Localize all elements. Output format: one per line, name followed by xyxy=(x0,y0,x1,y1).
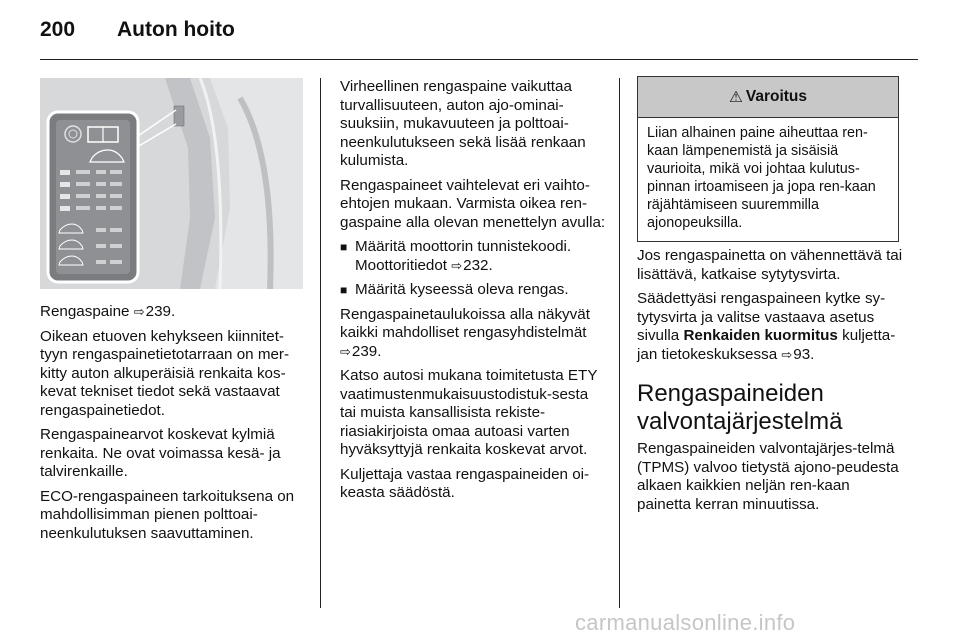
page-ref-link[interactable]: 239. xyxy=(145,303,176,320)
page-ref-link[interactable]: 239. xyxy=(351,342,382,360)
right-column xyxy=(637,247,903,520)
column-divider-left xyxy=(320,78,321,608)
paragraph-incorrect-pressure: Virheellinen rengaspaine vaikuttaa turvallisuuteen, auton ajo-ominai-suuksiin, mukavuuteen ja polttoai-neenkulutukseen sekä lisää renkaan kulumista. xyxy=(340,78,586,169)
middle-column xyxy=(340,78,606,509)
list-item xyxy=(340,281,606,300)
list-item xyxy=(340,238,606,275)
paragraph-tpms-description: Rengaspaineiden valvontajärjes-telmä (TPMS) valvoo tietystä ajono-peudesta alkaen kaikkien neljän ren-kaan painetta kerran minuutissa. xyxy=(637,440,899,513)
page-ref-arrow-icon[interactable]: ⇨ xyxy=(340,343,351,359)
bullet-square-icon: ■ xyxy=(340,283,348,297)
section-heading-tpms: Rengaspaineiden valvontajärjestelmä xyxy=(637,380,843,435)
column-divider-right xyxy=(619,78,620,608)
warning-title: Varoitus xyxy=(745,88,808,105)
left-column xyxy=(40,303,308,549)
page-ref-link[interactable]: 93. xyxy=(793,345,815,363)
paragraph-text: Säädettyäsi rengaspaineen kytke sy-tytysvirta ja valitse vastaava asetus sivulla xyxy=(637,290,886,344)
page-ref-link[interactable]: 232. xyxy=(463,256,493,274)
tire-pressure-label-figure xyxy=(40,78,303,289)
bullet-square-icon: ■ xyxy=(340,240,348,254)
paragraph-ignition-off: Jos rengaspainetta on vähennettävä tai lisättävä, katkaise sytytysvirta. xyxy=(637,247,903,283)
warning-header xyxy=(638,77,898,118)
paragraph-tire-load-setting xyxy=(637,290,903,364)
paragraph-label-location: Oikean etuoven kehykseen kiinnitet-tyyn rengaspainetietotarraan on mer-kitty auton alkuperäisiä renkaita kos-kevat tekniset tiedot sekä vastaavat rengaspainetiedot. xyxy=(40,327,290,419)
warning-box xyxy=(637,76,899,242)
watermark-text: carmanualsonline.info xyxy=(575,610,796,635)
warning-triangle-icon: ⚠ xyxy=(728,88,743,106)
paragraph-coc-document: Katso autosi mukana toimitetusta ETY vaatimustenmukaisuustodistuk-sesta tai muista kansallisista rekiste-riasiakirjoista omaa autoasi varten hyväksyttyjä renkaita koskevat arvot. xyxy=(340,367,598,458)
bullet-text: Määritä kyseessä oleva rengas. xyxy=(355,281,569,298)
page-title: Auton hoito xyxy=(117,18,235,41)
paragraph-cold-tires: Rengaspainearvot koskevat kylmiä renkaita. Ne ovat voimassa kesä- ja talvirenkaille. xyxy=(40,426,281,480)
paragraph-text: Rengaspainetaulukoissa alla näkyvät kaikki mahdolliset rengasyhdistelmät xyxy=(340,305,590,341)
page-ref-arrow-icon[interactable]: ⇨ xyxy=(451,257,463,273)
paragraph-text: kuljetta-jan tietokeskuksessa xyxy=(637,327,896,363)
page-ref-arrow-icon[interactable]: ⇨ xyxy=(133,304,145,319)
page-number: 200 xyxy=(40,18,76,41)
bullet-text: Määritä moottorin tunnistekoodi. Moottoritiedot xyxy=(355,238,572,274)
header-rule xyxy=(40,59,918,60)
menu-term-tire-load: Renkaiden kuormitus xyxy=(683,327,838,344)
warning-text: Liian alhainen paine aiheuttaa ren-kaan lämpenemistä ja sisäisiä vaurioita, mikä voi johtaa kulutus-pinnan irtoamiseen ja jopa ren-kaan räjähtämiseen suuremmilla ajonopeuksilla. xyxy=(647,125,876,231)
page-header xyxy=(40,18,920,48)
paragraph-pressure-tables xyxy=(340,306,606,362)
paragraph-tire-pressure-ref xyxy=(40,303,308,322)
paragraph-eco-pressure: ECO-rengaspaineen tarkoituksena on mahdollisimman pienen polttoai-neenkulutuksen saavuttaminen. xyxy=(40,487,295,542)
paragraph-driver-responsibility: Kuljettaja vastaa rengaspaineiden oi-keasta säädöstä. xyxy=(340,465,590,501)
page-ref-arrow-icon[interactable]: ⇨ xyxy=(781,346,793,362)
paragraph-pressure-varies: Rengaspaineet vaihtelevat eri vaihto-ehtojen mukaan. Varmista oikea ren-gaspaine alla olevan menettelyn avulla: xyxy=(340,176,606,231)
paragraph-text: Rengaspaine xyxy=(40,303,130,320)
door-frame-illustration xyxy=(40,78,303,289)
